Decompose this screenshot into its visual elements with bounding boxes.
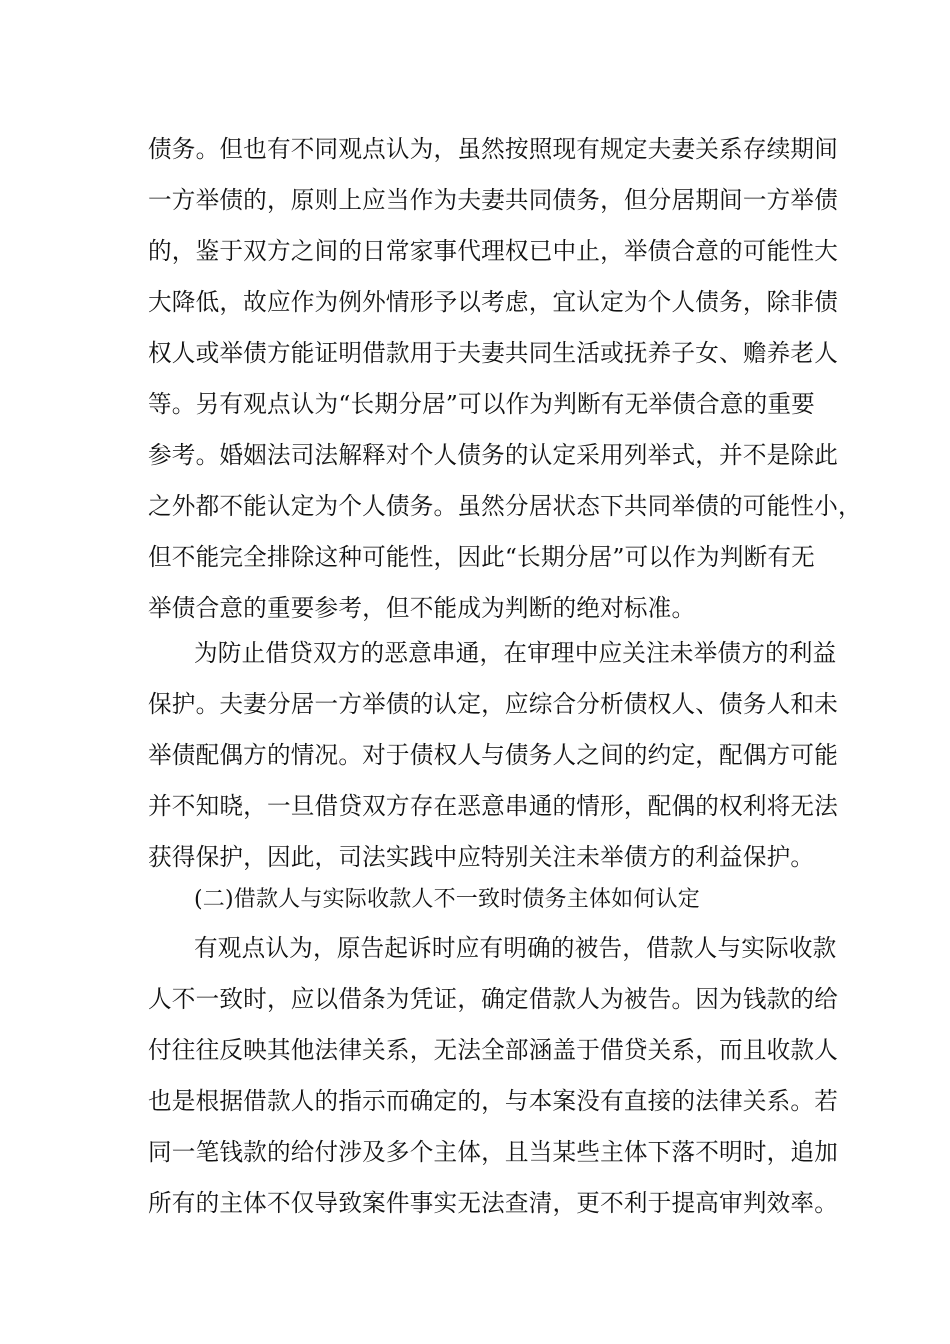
text-line: 付往往反映其他法律关系，无法全部涵盖于借贷关系，而且收款人 [148,1036,839,1064]
text-line: 一方举债的，原则上应当作为夫妻共同债务，但分居期间一方举债 [148,186,839,214]
text-line: 权人或举债方能证明借款用于夫妻共同生活或抚养子女、赡养老人 [148,339,839,367]
text-line: 之外都不能认定为个人债务。虽然分居状态下共同举债的可能性小， [148,492,862,520]
text-line: 的，鉴于双方之间的日常家事代理权已中止，举债合意的可能性大 [148,237,839,265]
text-line: 债务。但也有不同观点认为，虽然按照现有规定夫妻关系存续期间 [148,135,839,163]
text-line: 并不知晓，一旦借贷双方存在恶意串通的情形，配偶的权利将无法 [148,792,839,820]
paragraph-first-line: 为防止借贷双方的恶意串通，在审理中应关注未举债方的利益 [194,639,837,667]
text-line: 举债合意的重要参考，但不能成为判断的绝对标准。 [148,594,696,622]
text-line: 获得保护，因此，司法实践中应特别关注未举债方的利益保护。 [148,843,815,871]
text-line: 同一笔钱款的给付涉及多个主体，且当某些主体下落不明时，追加 [148,1138,839,1166]
text-line: 参考。婚姻法司法解释对个人债务的认定采用列举式，并不是除此 [148,441,839,469]
paragraph-first-line: 有观点认为，原告起诉时应有明确的被告，借款人与实际收款 [194,934,837,962]
text-line: 人不一致时，应以借条为凭证，确定借款人为被告。因为钱款的给 [148,985,839,1013]
text-line: 等。另有观点认为“长期分居”可以作为判断有无举债合意的重要 [148,390,815,418]
text-line: 大降低，故应作为例外情形予以考虑，宜认定为个人债务，除非债 [148,288,839,316]
section-heading: (二)借款人与实际收款人不一致时债务主体如何认定 [194,887,700,912]
text-line: 但不能完全排除这种可能性，因此“长期分居”可以作为判断有无 [148,543,815,571]
text-line: 也是根据借款人的指示而确定的，与本案没有直接的法律关系。若 [148,1087,839,1115]
text-line: 所有的主体不仅导致案件事实无法查清，更不利于提高审判效率。 [148,1189,839,1217]
text-line: 举债配偶方的情况。对于债权人与债务人之间的约定，配偶方可能 [148,741,839,769]
text-line: 保护。夫妻分居一方举债的认定，应综合分析债权人、债务人和未 [148,690,839,718]
